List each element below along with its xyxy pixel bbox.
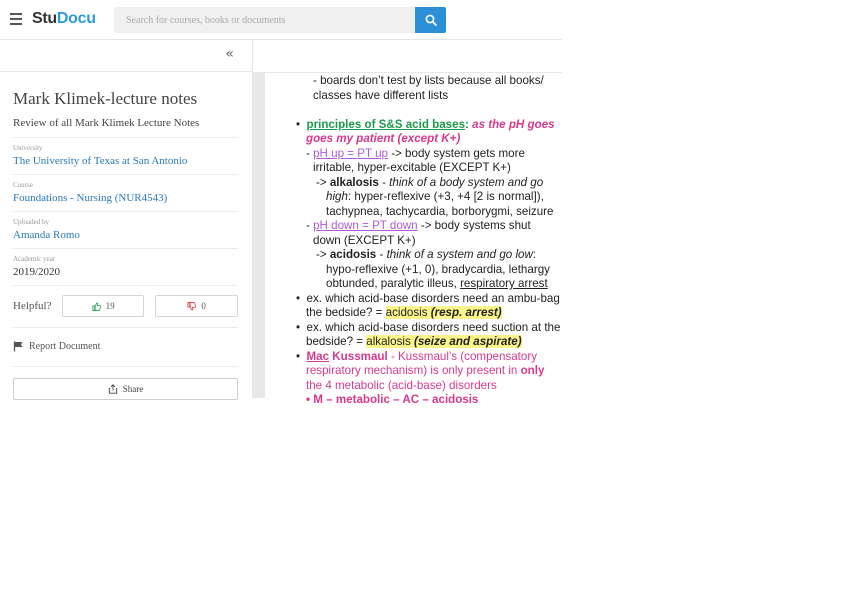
university-link[interactable]: The University of Texas at San Antonio (13, 155, 188, 167)
doc-line: goes my patient (except K+) (306, 132, 461, 145)
academic-year-value: 2019/2020 (13, 266, 61, 278)
doc-line: irritable, hyper-excitable (EXCEPT K+) (313, 161, 511, 174)
sidebar-toolbar (0, 40, 252, 72)
doc-line: the bedside? = acidosis (resp. arrest) (306, 306, 502, 319)
doc-line: tachypnea, tachycardia, borborygmi, seizure (326, 204, 554, 218)
viewer-toolbar (253, 40, 562, 73)
top-header (0, 0, 562, 40)
report-document-link[interactable] (13, 328, 238, 367)
search-input[interactable] (114, 7, 415, 33)
document-page (265, 73, 665, 413)
flag-icon (13, 341, 24, 352)
doc-line: down (EXCEPT K+) (313, 233, 416, 247)
doc-line: respiratory mechanism) is only present in only (306, 364, 545, 377)
doc-line: obtunded, paralytic illeus, respiratory arrest (326, 277, 548, 290)
share-icon (108, 384, 118, 394)
university-label: University (13, 144, 43, 152)
uploader-info (13, 212, 238, 249)
doc-line: -> acidosis - think of a system and go low: (316, 248, 537, 261)
thumbs-down-icon (187, 302, 196, 311)
doc-line: bedside? = alkalosis (seize and aspirate) (306, 335, 522, 348)
collapse-sidebar-button[interactable]: « (225, 46, 234, 62)
search-icon (425, 14, 437, 26)
downvote-button[interactable] (155, 295, 238, 317)
uploader-label: Uploaded by (13, 218, 49, 226)
document-sidebar (0, 40, 253, 398)
doc-line: the 4 metabolic (acid-base) disorders (306, 378, 497, 392)
document-description: Review of all Mark Klimek Lecture Notes (13, 117, 238, 138)
doc-line: • Mac Kussmaul - Kussmaul’s (compensatory (296, 349, 537, 363)
studocu-logo[interactable]: StuDocu (32, 10, 96, 27)
document-viewer[interactable] (253, 73, 562, 406)
doc-line: • ex. which acid-base disorders need suction at the (296, 320, 561, 334)
share-button[interactable] (13, 378, 238, 400)
menu-icon[interactable] (10, 13, 22, 25)
course-link[interactable]: Foundations - Nursing (NUR4543) (13, 192, 168, 204)
document-title: Mark Klimek-lecture notes (13, 89, 198, 108)
doc-line: • M – metabolic – AC – acidosis (306, 393, 479, 406)
uploader-link[interactable]: Amanda Romo (13, 229, 80, 241)
share-label: Share (122, 384, 144, 394)
doc-line: • ex. which acid-base disorders need an ambu-bag (296, 291, 560, 305)
doc-line: -> alkalosis - think of a body system and go (316, 175, 544, 189)
course-label: Course (13, 181, 33, 189)
upvote-button[interactable] (62, 295, 145, 317)
university-info (13, 138, 238, 175)
upvote-count: 19 (105, 301, 115, 311)
doc-line: - boards don’t test by lists because all books/ (313, 74, 544, 87)
thumbs-up-icon (92, 302, 101, 311)
academic-year-info (13, 249, 238, 286)
search-field-wrapper (114, 7, 415, 33)
doc-line: • principles of S&S acid bases: as the pH goes (296, 117, 555, 131)
search-button[interactable] (415, 7, 446, 33)
academic-year-label: Academic year (13, 255, 56, 263)
course-info (13, 175, 238, 212)
doc-line: - pH up = PT up -> body system gets more (306, 146, 525, 160)
helpful-rating (13, 286, 238, 328)
report-document-label: Report Document (29, 341, 101, 352)
doc-line: - pH down = PT down -> body systems shut (306, 219, 531, 232)
doc-line: hypo-reflexive (+1, 0), bradycardia, lethargy (326, 262, 550, 276)
downvote-count: 0 (201, 301, 206, 311)
doc-line: classes have different lists (313, 88, 449, 102)
doc-line: high: hyper-reflexive (+3, +4 [2 is normal]), (326, 190, 544, 203)
helpful-label: Helpful? (13, 300, 52, 312)
